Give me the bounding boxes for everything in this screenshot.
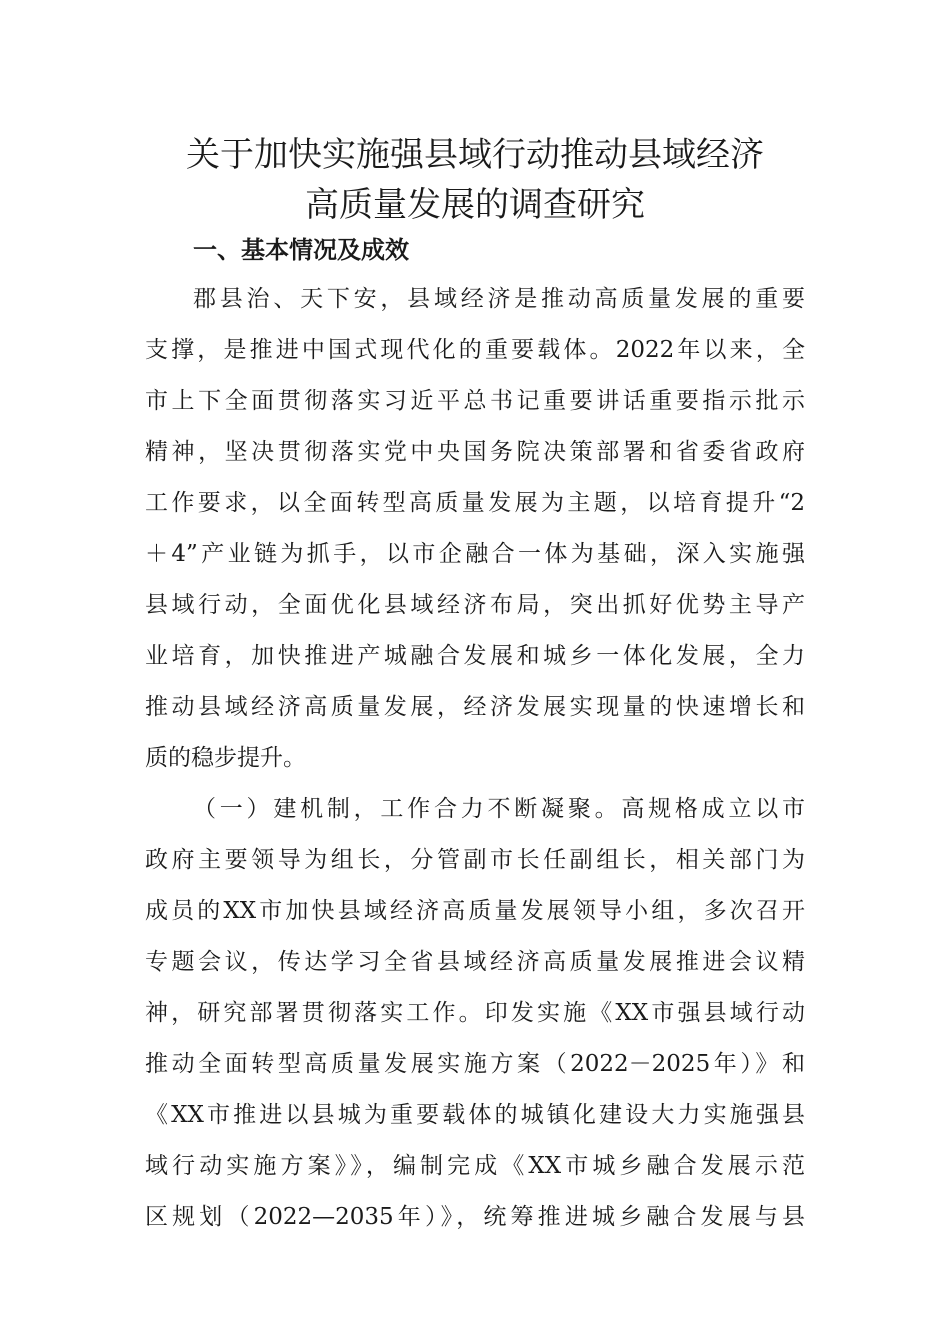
paragraph-1-line: 精神，坚决贯彻落实党中央国务院决策部署和省委省政府 <box>145 439 805 465</box>
paragraph-2-line: 成员的XX市加快县域经济高质量发展领导小组，多次召开 <box>145 898 805 924</box>
paragraph-2-line: 政府主要领导为组长，分管副市长任副组长，相关部门为 <box>145 847 805 873</box>
paragraph-2-line: （一）建机制，工作合力不断凝聚。高规格成立以市 <box>193 796 805 822</box>
document-title-line-2: 高质量发展的调查研究 <box>305 185 645 225</box>
paragraph-2-line: 域行动实施方案》》，编制完成《XX市城乡融合发展示范 <box>145 1153 805 1179</box>
paragraph-1-line: 县域行动，全面优化县域经济布局，突出抓好优势主导产 <box>145 592 805 618</box>
paragraph-1-line: ＋4”产业链为抓手，以市企融合一体为基础，深入实施强 <box>145 541 805 567</box>
section-heading: 一、基本情况及成效 <box>193 236 409 264</box>
paragraph-1-line: 支撑，是推进中国式现代化的重要载体。2022年以来，全 <box>145 337 805 363</box>
paragraph-1-line: 工作要求，以全面转型高质量发展为主题，以培育提升“2 <box>145 490 805 516</box>
paragraph-1-line: 推动县域经济高质量发展，经济发展实现量的快速增长和 <box>145 694 805 720</box>
paragraph-2-line: 推动全面转型高质量发展实施方案（2022－2025年）》和 <box>145 1051 805 1077</box>
paragraph-1-line: 业培育，加快推进产城融合发展和城乡一体化发展，全力 <box>145 643 805 669</box>
paragraph-2-line: 神，研究部署贯彻落实工作。印发实施《XX市强县域行动 <box>145 1000 805 1026</box>
paragraph-2-line: 专题会议，传达学习全省县域经济高质量发展推进会议精 <box>145 949 805 975</box>
paragraph-1-line: 市上下全面贯彻落实习近平总书记重要讲话重要指示批示 <box>145 388 805 414</box>
paragraph-2-line: 区规划（2022—2035年）》，统筹推进城乡融合发展与县 <box>145 1204 805 1230</box>
paragraph-1-line: 质的稳步提升。 <box>145 745 306 771</box>
document-title-line-1: 关于加快实施强县域行动推动县域经济 <box>186 135 764 175</box>
paragraph-2-line: 《XX市推进以县城为重要载体的城镇化建设大力实施强县 <box>145 1102 805 1128</box>
paragraph-1-line: 郡县治、天下安，县域经济是推动高质量发展的重要 <box>193 286 805 312</box>
